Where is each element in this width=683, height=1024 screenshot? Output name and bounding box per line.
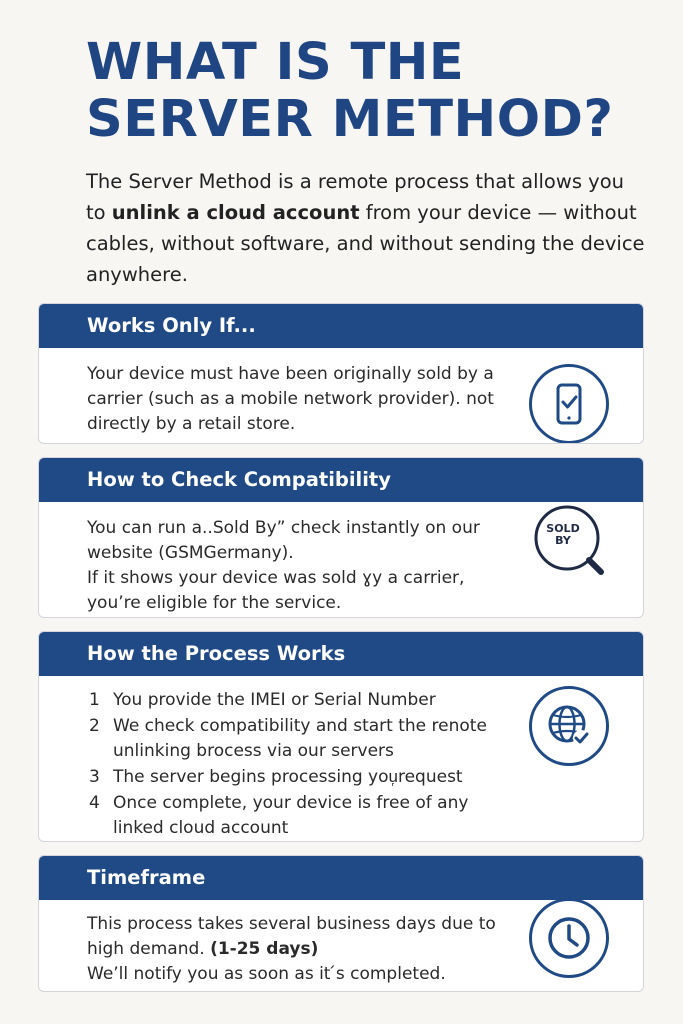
process-step-number: 4 <box>89 793 100 813</box>
process-step <box>89 688 503 713</box>
sold-by-label-line1: SOLD <box>546 522 580 535</box>
page-title-line1: WHAT IS THE <box>86 33 465 92</box>
compatibility-heading: How to Check Compatibility <box>39 458 643 502</box>
page-title-line2: SERVER METHOD? <box>86 90 614 149</box>
process-step-number: 3 <box>89 767 100 787</box>
timeframe-duration: (1-25 days) <box>210 939 319 959</box>
compatibility-card <box>38 457 644 618</box>
process-step-text: Once complete, your device is free of any linked cloud account <box>113 793 469 838</box>
sold-by-label <box>544 523 582 547</box>
compatibility-text-2: If it shows your device was sold ɣy a carrier, you’re eligible for the service. <box>87 568 465 613</box>
phone-check-icon-graphic <box>549 382 589 426</box>
process-step <box>89 765 503 790</box>
timeframe-card <box>38 855 644 992</box>
timeframe-text-1 <box>87 912 503 962</box>
works-only-if-body <box>39 348 643 437</box>
clock-icon <box>529 898 609 978</box>
intro-text-before: The Server Method is a remote process that allows you to <box>86 170 625 224</box>
page-title <box>86 34 646 148</box>
process-step <box>89 714 503 764</box>
intro-text-after: from your device — without cables, without software, and without sending the device anywhere. <box>86 201 645 286</box>
timeframe-heading: Timeframe <box>39 856 643 900</box>
process-card <box>38 631 644 842</box>
process-step <box>89 791 503 841</box>
sold-by-label-line2: BY <box>555 534 571 547</box>
timeframe-text-1-plain: This process takes several business days due to high demand. <box>87 914 496 959</box>
process-body <box>39 676 643 841</box>
process-step-text: The server begins processing you᷊request <box>113 767 463 787</box>
works-only-if-card <box>38 303 644 444</box>
process-step-text: We check compatibility and start the renote unlinking brocess via our servers <box>113 716 487 761</box>
clock-icon-graphic <box>546 915 592 961</box>
intro-paragraph <box>86 166 646 290</box>
compatibility-text-1: You can run a..Sold By” check instantly on our website (GSMGermany). <box>87 518 480 563</box>
works-only-if-heading: Works Only If... <box>39 304 643 348</box>
phone-check-icon <box>529 364 609 444</box>
process-step-number: 2 <box>89 716 100 736</box>
process-steps-list <box>89 688 503 841</box>
sold-by-magnifier-icon <box>529 502 609 582</box>
globe-check-icon-graphic <box>544 701 594 751</box>
process-step-text: You provide the IMEI or Serial Number <box>113 690 436 710</box>
process-step-number: 1 <box>89 690 100 710</box>
works-only-if-text: Your device must have been originally sold by a carrier (such as a mobile network provider). not directly by a retail store. <box>87 364 494 434</box>
compatibility-body <box>39 502 643 616</box>
timeframe-text-2: We’ll notify you as soon as it ́s completed. <box>87 964 446 984</box>
globe-check-icon <box>529 686 609 766</box>
timeframe-body <box>39 900 643 987</box>
process-heading: How the Process Works <box>39 632 643 676</box>
intro-text-bold: unlink a cloud account <box>111 201 360 224</box>
